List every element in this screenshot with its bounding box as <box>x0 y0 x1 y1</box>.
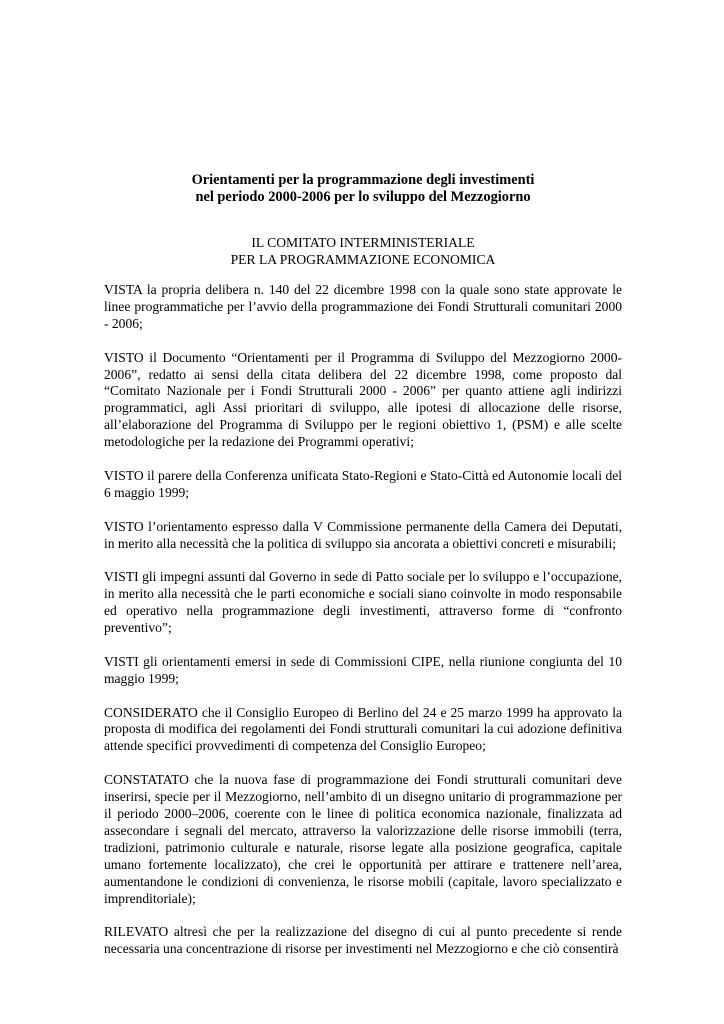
committee-heading <box>104 234 622 268</box>
paragraph-visti-impegni: VISTI gli impegni assunti dal Governo in sede di Patto sociale per lo sviluppo e l’occupazione, in merito alla necessità che le parti economiche e sociali siano coinvolte in modo responsabile ed operativo nella programmazione degli investimenti, attraverso forme di “confronto preventivo”; <box>104 569 622 636</box>
document-title <box>104 172 622 206</box>
document-page <box>104 172 622 958</box>
title-line-1: Orientamenti per la programmazione degli investimenti <box>191 172 535 188</box>
title-line-2: nel periodo 2000-2006 per lo sviluppo del Mezzogiorno <box>195 189 531 205</box>
paragraph-rilevato: RILEVATO altresì che per la realizzazione del disegno di cui al punto precedente si rende necessaria una concentrazione di risorse per investimenti nel Mezzogiorno e che ciò consentirà <box>104 924 622 957</box>
paragraph-vista-delibera: VISTA la propria delibera n. 140 del 22 dicembre 1998 con la quale sono state approvate le linee programmatiche per l’avvio della programmazione dei Fondi Strutturali comunitari 2000 - 2006; <box>104 282 622 331</box>
paragraph-constatato: CONSTATATO che la nuova fase di programmazione dei Fondi strutturali comunitari deve inserirsi, specie per il Mezzogiorno, nell’ambito di un disegno unitario di programmazione per il periodo 2000–2006, coerente con le linee di politica economica nazionale, finalizzata ad assecondare i segnali del mercato, attraverso la valorizzazione delle risorse immobili (terra, tradizioni, patrimonio culturale e naturale, risorse legate alla posizione geografica, capitale umano fortemente localizzato), che crei le opportunità per attirare e trattenere nell’area, aumentandone le condizioni di convenienza, le risorse mobili (capitale, lavoro specializzato e imprenditoriale); <box>104 772 622 906</box>
paragraph-visto-documento: VISTO il Documento “Orientamenti per il Programma di Sviluppo del Mezzogiorno 2000-2006”, redatto ai sensi della citata delibera del 22 dicembre 1998, come proposto dal “Comitato Nazionale per i Fondi Strutturali 2000 - 2006” per quanto attiene agli indirizzi programmatici, agli Assi prioritari di sviluppo, alle ipotesi di allocazione delle risorse, all’elaborazione del Programma di Sviluppo per le regioni obiettivo 1, (PSM) e alle scelte metodologiche per la redazione dei Programmi operativi; <box>104 349 622 450</box>
paragraph-visto-parere: VISTO il parere della Conferenza unificata Stato-Regioni e Stato-Città ed Autonomie locali del 6 maggio 1999; <box>104 467 622 500</box>
paragraph-visti-orientamenti: VISTI gli orientamenti emersi in sede di Commissioni CIPE, nella riunione congiunta del 10 maggio 1999; <box>104 653 622 686</box>
paragraph-considerato: CONSIDERATO che il Consiglio Europeo di Berlino del 24 e 25 marzo 1999 ha approvato la proposta di modifica dei regolamenti dei Fondi strutturali comunitari la cui adozione definitiva attende specifici provvedimenti di competenza del Consiglio Europeo; <box>104 704 622 754</box>
paragraph-visto-orientamento: VISTO l’orientamento espresso dalla V Commissione permanente della Camera dei Deputati, in merito alla necessità che la politica di sviluppo sia ancorata a obiettivi concreti e misurabili; <box>104 518 622 551</box>
committee-line-1: IL COMITATO INTERMINISTERIALE <box>251 235 475 250</box>
committee-line-2: PER LA PROGRAMMAZIONE ECONOMICA <box>230 252 496 267</box>
